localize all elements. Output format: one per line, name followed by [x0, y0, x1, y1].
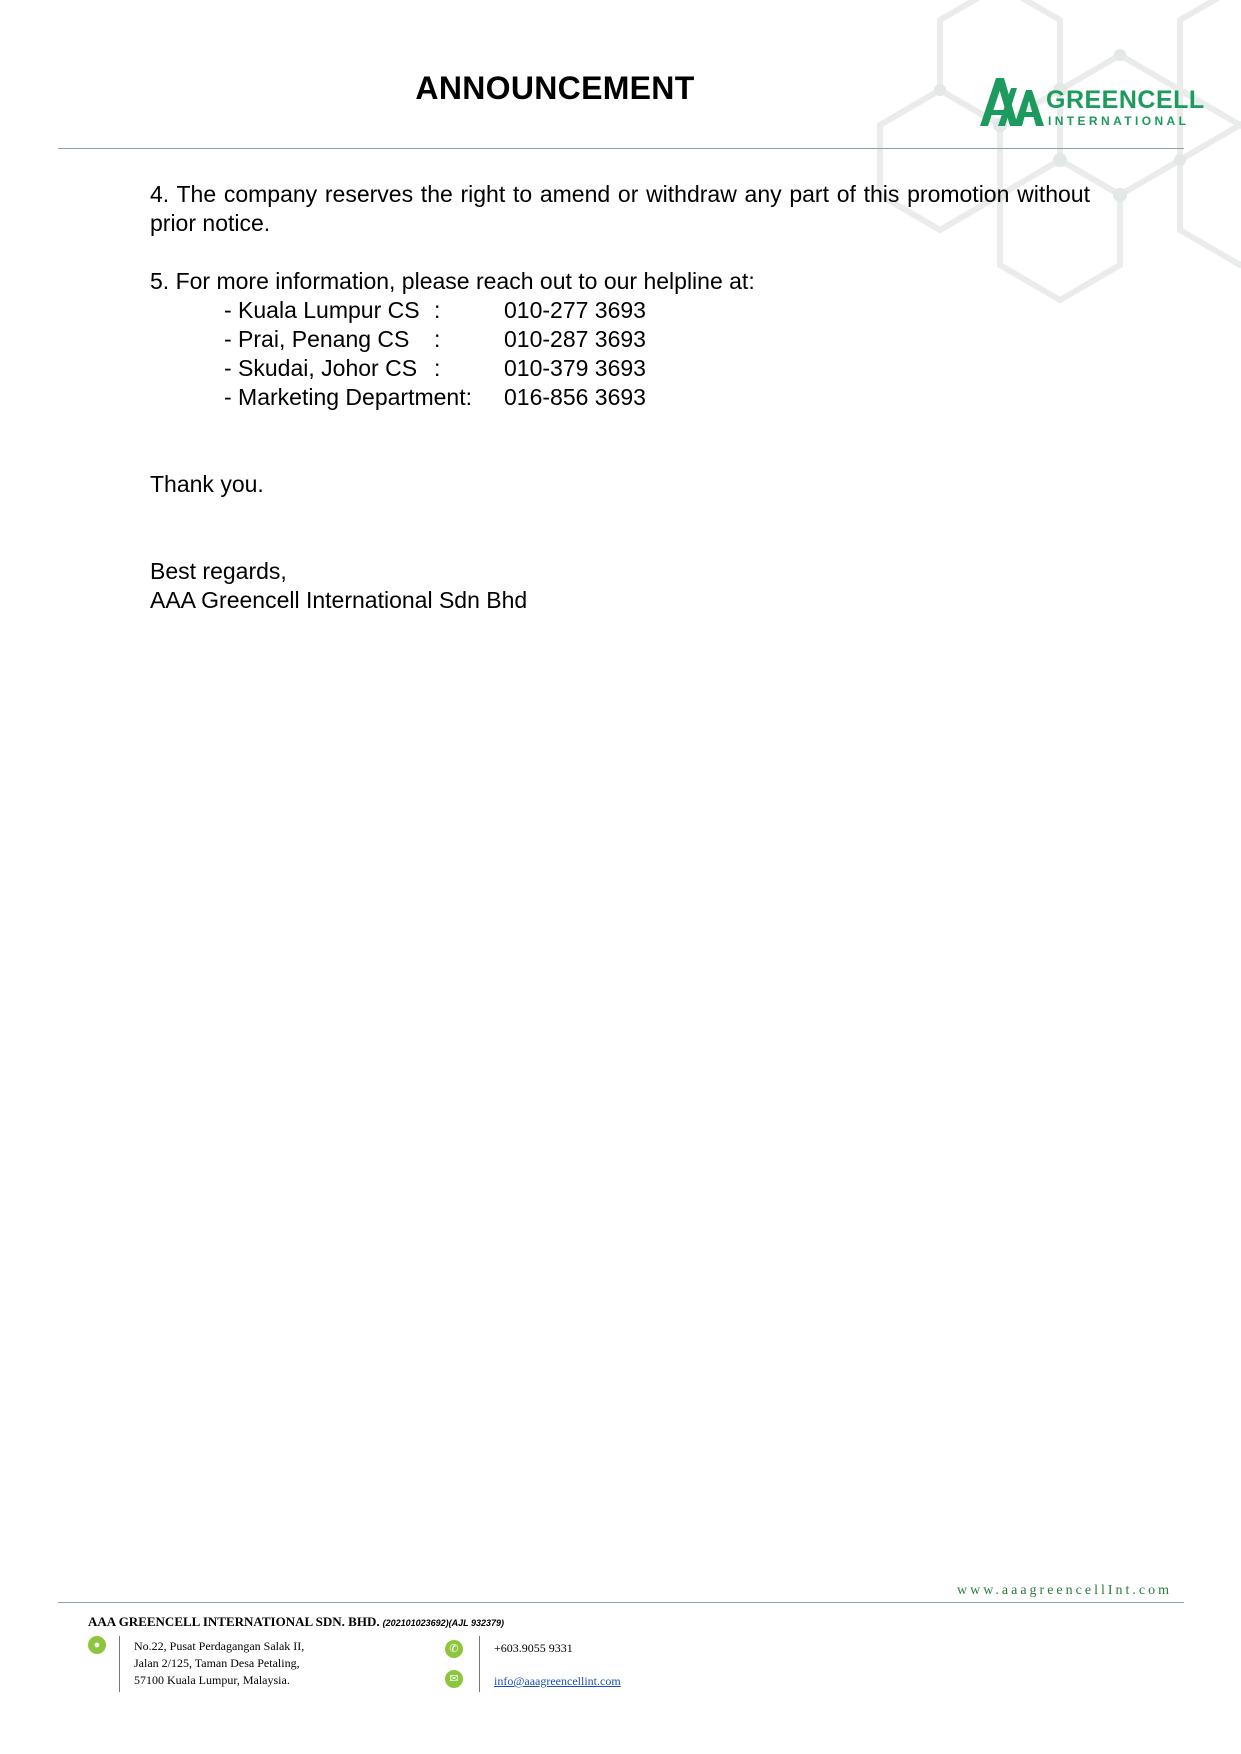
page-title: ANNOUNCEMENT [415, 70, 695, 106]
footer-company-name [88, 1614, 504, 1630]
envelope-icon: ✉ [445, 1670, 463, 1688]
helpline-row [224, 325, 1090, 354]
helpline-label: - Skudai, Johor CS [224, 355, 418, 381]
helpline-separator: : [434, 297, 441, 323]
footer-phone: +603.9055 9331 [494, 1641, 573, 1655]
announcement-body [150, 180, 1090, 615]
helpline-label: - Marketing Department: [224, 384, 472, 410]
footer-website-link[interactable]: www.aaagreencellInt.com [956, 1583, 1172, 1598]
helpline-separator: : [434, 326, 441, 352]
helpline-number: 010-287 3693 [504, 326, 646, 352]
phone-icon: ✆ [445, 1640, 463, 1658]
footer-divider-vertical [119, 1636, 120, 1692]
helpline-label: - Kuala Lumpur CS [224, 297, 420, 323]
address-line: Jalan 2/125, Taman Desa Petaling, [134, 1656, 300, 1670]
company-registration: (202101023692)(AJL 932379) [382, 1618, 505, 1628]
helpline-number: 010-277 3693 [504, 297, 646, 323]
helpline-row [224, 354, 1090, 383]
signature-text: AAA Greencell International Sdn Bhd [150, 587, 528, 613]
helpline-row [224, 383, 1090, 412]
header-divider [58, 148, 1184, 149]
item-4-text: 4. The company reserves the right to amend or withdraw any part of this promotion without prior notice. [150, 181, 1090, 236]
logo-subtitle: INTERNATIONAL [1048, 114, 1190, 128]
helpline-number: 010-379 3693 [504, 355, 646, 381]
address-line: No.22, Pusat Perdagangan Salak II, [134, 1639, 305, 1653]
closing-text: Best regards, [150, 558, 287, 584]
helpline-number: 016-856 3693 [504, 384, 646, 410]
company-name: AAA GREENCELL INTERNATIONAL SDN. BHD. [88, 1614, 380, 1629]
footer-address [134, 1638, 304, 1689]
company-logo [978, 74, 1205, 130]
thank-you-text: Thank you. [150, 471, 264, 497]
location-pin-icon: ● [88, 1636, 106, 1654]
footer-divider [58, 1602, 1184, 1603]
helpline-row [224, 296, 1090, 325]
helpline-label: - Prai, Penang CS [224, 326, 410, 352]
item-5-intro: 5. For more information, please reach out to our helpline at: [150, 268, 755, 294]
footer-email-link[interactable]: info@aaagreencellint.com [494, 1674, 621, 1688]
logo-wordmark: GREENCELL [1046, 86, 1205, 114]
footer-divider-vertical [479, 1636, 480, 1692]
address-line: 57100 Kuala Lumpur, Malaysia. [134, 1673, 290, 1687]
helpline-separator: : [434, 355, 441, 381]
aaa-logo-mark-icon [978, 76, 1048, 128]
